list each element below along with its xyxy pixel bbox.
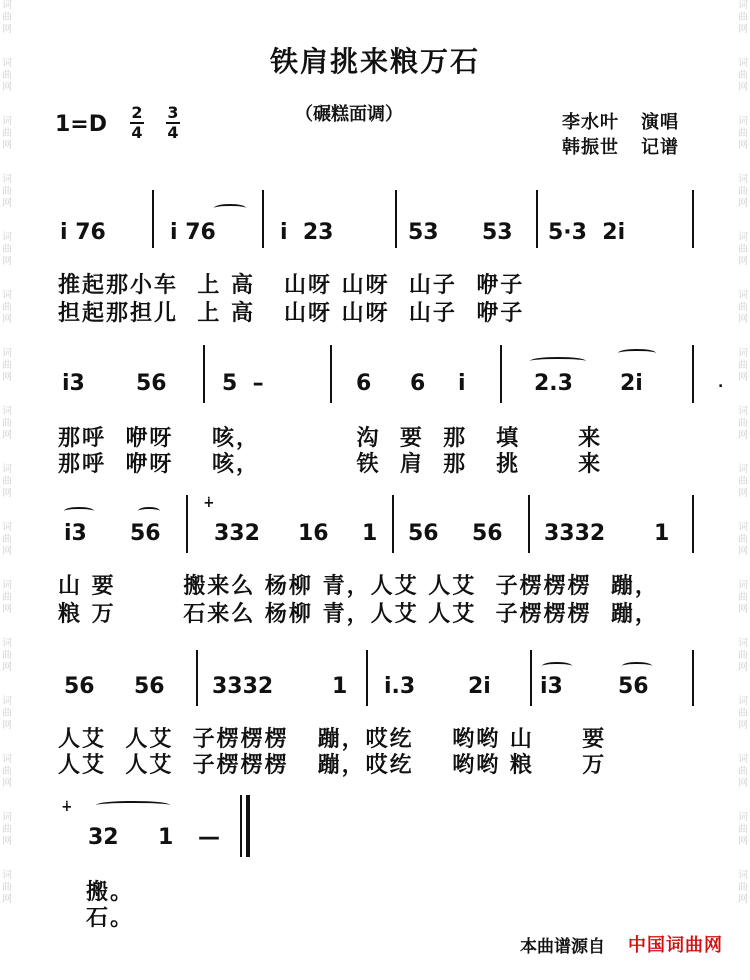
note-group: 56 xyxy=(408,521,439,546)
watermark-text: 词 曲 网 xyxy=(2,174,12,209)
tune-subtitle: （碾糕面调） xyxy=(295,104,403,125)
note-group: 2i xyxy=(468,674,491,699)
note-group: i3 xyxy=(64,521,87,546)
lyric-verse-2: 粮 万 石来么 杨柳 青，人艾 人艾 子楞楞楞 蹦， xyxy=(58,602,659,627)
site-brand-link[interactable]: 中国词曲网 xyxy=(628,935,723,956)
watermark-left xyxy=(0,0,14,980)
note-group: i3 xyxy=(540,674,563,699)
watermark-text: 词 曲 网 xyxy=(2,290,12,325)
lyric-verse-2: 石。 xyxy=(86,906,135,931)
watermark-text: 词 曲 网 xyxy=(738,696,748,731)
credit-name: 韩振世 xyxy=(562,137,619,158)
note-group: i 23 xyxy=(280,220,334,245)
note-group: i3 xyxy=(62,371,85,396)
time-signature-2: 3 4 xyxy=(167,103,179,142)
note-group: 56 xyxy=(136,371,167,396)
song-title: 铁肩挑来粮万石 xyxy=(269,45,480,78)
note-group: — xyxy=(198,825,220,850)
watermark-text: 词 曲 网 xyxy=(738,870,748,905)
watermark-text: 词 曲 网 xyxy=(2,406,12,441)
note-group: 56 xyxy=(130,521,161,546)
key-signature: 1=D xyxy=(55,112,108,137)
watermark-text: 词 曲 网 xyxy=(2,232,12,267)
lyric-verse-1: 那呼 咿呀 咳， 沟 要 那 填 来 xyxy=(58,426,603,451)
note-group: 16 xyxy=(298,521,329,546)
credit-transcriber xyxy=(562,133,679,159)
watermark-text: 词 曲 网 xyxy=(738,812,748,847)
note-group: 3332 xyxy=(212,674,274,699)
lyric-verse-1: 搬。 xyxy=(86,880,135,905)
note-group: 53 xyxy=(408,220,439,245)
lyric-verse-1: 人艾 人艾 子楞楞楞 蹦，哎纥 哟哟 山 要 xyxy=(58,727,607,752)
note-group: 332 xyxy=(214,521,260,546)
watermark-text: 词 曲 网 xyxy=(2,870,12,905)
watermark-text: 词 曲 网 xyxy=(2,522,12,557)
lyric-verse-1: 山 要 搬来么 杨柳 青，人艾 人艾 子楞楞楞 蹦， xyxy=(58,574,659,599)
note-group: 56 xyxy=(472,521,503,546)
credit-name: 李水叶 xyxy=(562,112,619,133)
watermark-text: 词 曲 网 xyxy=(2,58,12,93)
lyric-verse-2: 人艾 人艾 子楞楞楞 蹦，哎纥 哟哟 粮 万 xyxy=(58,753,607,778)
note-group: 2.3 xyxy=(534,371,573,396)
watermark-right xyxy=(736,0,750,980)
watermark-text: 词 曲 网 xyxy=(2,348,12,383)
note-group: 2i xyxy=(620,371,643,396)
note-group: 6 xyxy=(356,371,372,396)
note-group: 1 xyxy=(654,521,670,546)
watermark-text: 词 曲 网 xyxy=(738,116,748,151)
note-group: i xyxy=(458,371,466,396)
note-group: 3332 xyxy=(544,521,606,546)
credit-role: 演唱 xyxy=(641,112,679,133)
note-group: 56 xyxy=(618,674,649,699)
watermark-text: 词 曲 网 xyxy=(2,638,12,673)
lyric-verse-2: 那呼 咿呀 咳， 铁 肩 那 挑 来 xyxy=(58,452,603,477)
note-group: 5 – xyxy=(222,371,264,396)
watermark-text: 词 曲 网 xyxy=(738,464,748,499)
watermark-text: 词 曲 网 xyxy=(738,348,748,383)
note-group: 1 xyxy=(332,674,348,699)
note-group: 1 xyxy=(362,521,378,546)
watermark-text: 词 曲 网 xyxy=(738,580,748,615)
watermark-text: 词 曲 网 xyxy=(738,638,748,673)
source-label: 本曲谱源自 xyxy=(520,937,605,957)
credit-role: 记谱 xyxy=(641,137,679,158)
note-group: 56 xyxy=(64,674,95,699)
note-group: 53 xyxy=(482,220,513,245)
watermark-text: 词 曲 网 xyxy=(2,812,12,847)
watermark-text: 词 曲 网 xyxy=(2,754,12,789)
watermark-text: 词 曲 网 xyxy=(738,58,748,93)
watermark-text: 词 曲 网 xyxy=(2,464,12,499)
watermark-text: 词 曲 网 xyxy=(738,290,748,325)
watermark-text: 词 曲 网 xyxy=(738,522,748,557)
watermark-text: 词 曲 网 xyxy=(738,406,748,441)
watermark-text: 词 曲 网 xyxy=(738,174,748,209)
note-group: i 76 xyxy=(60,220,106,245)
watermark-text: 词 曲 网 xyxy=(2,116,12,151)
watermark-text: 词 曲 网 xyxy=(738,754,748,789)
watermark-text: 词 曲 网 xyxy=(738,232,748,267)
watermark-text: 词 曲 网 xyxy=(2,0,12,35)
note-group: i.3 xyxy=(384,674,416,699)
note-group: 32 xyxy=(88,825,119,850)
time-signature-1: 2 4 xyxy=(131,103,143,142)
lyric-verse-2: 担起那担儿 上 高 山呀 山呀 山子 咿子 xyxy=(58,301,525,326)
note-group: 5·3 2i xyxy=(548,220,626,245)
watermark-text: 词 曲 网 xyxy=(2,696,12,731)
lyric-verse-1: 推起那小车 上 高 山呀 山呀 山子 咿子 xyxy=(58,273,525,298)
note-group: 56 xyxy=(134,674,165,699)
note-group: i 76 xyxy=(170,220,216,245)
watermark-text: 词 曲 网 xyxy=(2,580,12,615)
watermark-text: 词 曲 网 xyxy=(738,0,748,35)
note-group: 1 xyxy=(158,825,174,850)
credit-singer xyxy=(562,108,679,134)
note-group: 6 xyxy=(410,371,426,396)
